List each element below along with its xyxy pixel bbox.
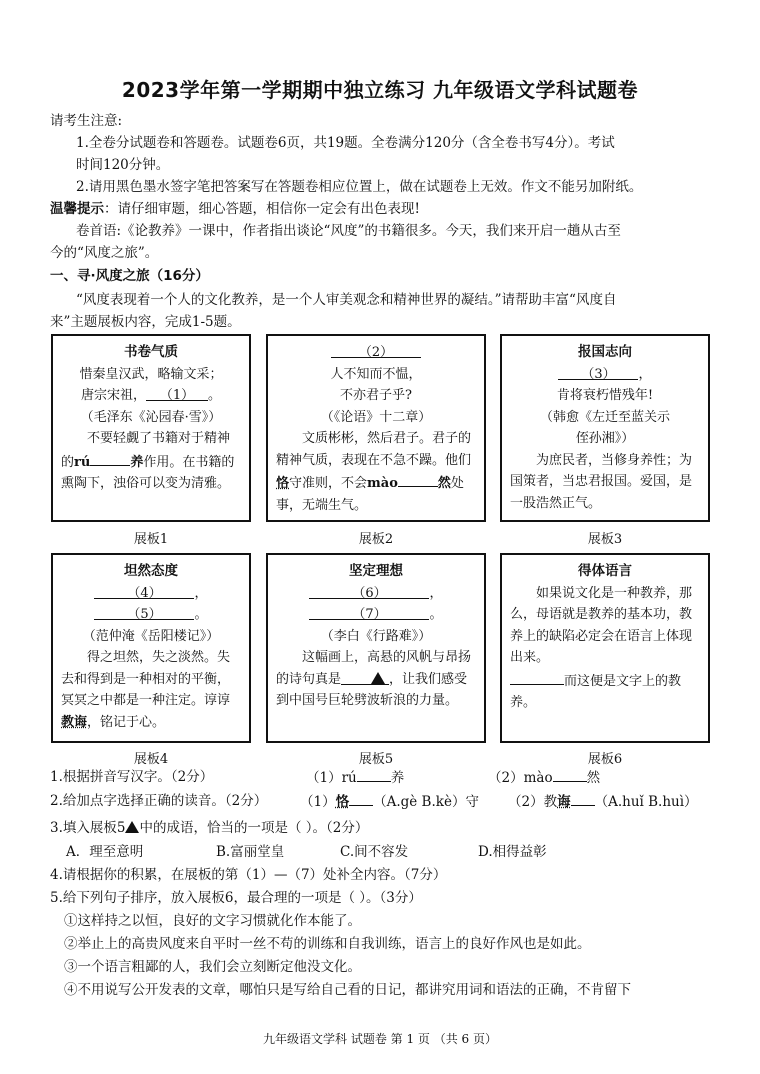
q3-option-a: A．理至意明: [66, 844, 144, 860]
blank-5: （5）: [94, 604, 194, 620]
question-2: 2.给加点字选择正确的读音。（2分）: [50, 793, 268, 809]
poem-source: （《论语》十二章）: [320, 409, 432, 425]
blank-triangle: [341, 669, 389, 685]
board-paragraph: 为庶民者，当修身养性；为国策者，当忠君报国。爱国，是一股浩然正气。: [510, 452, 693, 511]
board-6-caption: 展板6: [587, 752, 623, 767]
q3-option-b: B.富丽堂皇: [216, 844, 285, 860]
question-2b: （2）教诲 （A.huǐ B.huì）: [508, 790, 698, 813]
board-paragraph: 得之坦然，失之淡然。失去和得到是一种相对的平衡，冥冥之中都是一种注定。谆谆教诲，铭记于心。: [61, 650, 231, 730]
sentence-4: ④不用说写公开发表的文章，哪怕只是写给自己看的日记，都讲究用词和语法的正确，不肯留下: [64, 982, 631, 998]
blank-6: （6）: [309, 583, 429, 599]
notice-head: 请考生注意:: [50, 113, 123, 129]
answer-blank: [553, 766, 587, 782]
board-6: [500, 553, 710, 743]
blank-3: （3）: [558, 364, 638, 380]
board-5: [266, 553, 486, 743]
q3-option-c: C.间不容发: [340, 844, 409, 860]
board-title: 坦然态度: [124, 563, 178, 579]
poem-line: （3） ，: [510, 364, 700, 386]
poem-line: （7） 。: [276, 604, 476, 626]
section-heading: 一、寻·风度之旅（16分）: [50, 268, 209, 284]
board-title: 得体语言: [578, 563, 632, 579]
question-2a: （1）恪 （A.gè B.kè）守: [300, 790, 479, 813]
q3-option-d: D.相得益彰: [478, 844, 547, 860]
page-footer: 九年级语文学科 试题卷 第 1 页 （共 6 页）: [263, 1032, 497, 1046]
board-title: 坚定理想: [349, 563, 403, 579]
poem-source-cont: 侄孙湘》）: [575, 431, 635, 446]
poem-line: 人不知而不愠，: [330, 366, 422, 382]
board-5-caption: 展板5: [358, 752, 394, 767]
exam-title: 2023学年第一学期期中独立练习 九年级语文学科试题卷: [121, 78, 639, 102]
poem-line: [276, 342, 476, 364]
board-4-caption: 展板4: [133, 752, 169, 767]
sentence-3: ③一个语言粗鄙的人，我们会立刻断定他没文化。: [64, 959, 361, 975]
triangle-icon: [125, 821, 139, 833]
tip-line: [50, 198, 420, 220]
poem-source: （李白《行路难》）: [320, 628, 432, 644]
poem-line: 惜秦皇汉武，略输文采；: [79, 366, 223, 382]
notice-item1: 1.全卷分试题卷和答题卷。试题卷6页，共19题。全卷满分120分（含全卷书写4分）。考试: [76, 135, 615, 151]
poem-line: 唐宗宋祖， （1） 。: [61, 385, 241, 407]
sentence-2: ②举止上的高贵风度来自平时一丝不苟的训练和自我训练，语言上的良好作风也是如此。: [64, 936, 591, 952]
board-1: [51, 334, 251, 522]
blank-pinyin: [90, 450, 130, 466]
board-3: [500, 334, 710, 522]
question-1: 1.根据拼音写汉字。（2分）: [50, 769, 214, 785]
tip-label: 温馨提示: [50, 201, 104, 217]
board-paragraph: 文质彬彬，然后君子。君子的精神气质，表现在不急不躁。他们恪守准则，不会mào 然处事，无端生气。: [276, 431, 472, 513]
section-desc2: 来”主题展板内容，完成1-5题。: [50, 314, 241, 330]
intro-line1: 卷首语:《论教养》一课中，作者指出谈论“风度”的书籍很多。今天，我们来开启一趟从古至: [76, 223, 621, 239]
board-title: 报国志向: [578, 344, 632, 360]
blank-pinyin: [398, 471, 438, 487]
board-title: 书卷气质: [124, 344, 178, 360]
question-5: 5.给下列句子排序，放入展板6，最合理的一项是（ ）。（3分）: [50, 890, 422, 906]
poem-line: 不亦君子乎?: [340, 388, 412, 403]
blank-2: （2）: [331, 342, 421, 358]
board-4: [51, 553, 251, 743]
sentence-1: ①这样持之以恒，良好的文字习惯就化作本能了。: [64, 913, 361, 929]
section-desc1: “风度表现着一个人的文化教养，是一个人审美观念和精神世界的凝结。”请帮助丰富“风度自: [76, 292, 617, 308]
question-1a: （1）rú 养: [306, 766, 404, 789]
board-paragraph: 这幅画上，高悬的风帆与昂扬的诗句真是 ，让我们感受到中国号巨轮劈波斩浪的力量。: [276, 650, 472, 708]
answer-blank: [571, 790, 595, 806]
tip-text: ：请仔细审题，细心答题，相信你一定会有出色表现!: [104, 201, 420, 217]
answer-blank: [349, 790, 373, 806]
answer-blank: [357, 766, 391, 782]
poem-line: 肯将衰朽惜残年!: [556, 388, 654, 403]
blank-sentences: [510, 669, 564, 685]
blank-7: （7）: [309, 604, 429, 620]
poem-line: （5） 。: [61, 604, 241, 626]
poem-source: （毛泽东《沁园春·雪》）: [80, 409, 222, 425]
intro-line2: 今的“风度之旅”。: [50, 245, 159, 261]
question-4: 4.请根据你的积累，在展板的第（1）—（7）处补全内容。（7分）: [50, 867, 447, 883]
board-paragraph: 如果说文化是一种教养，那么，母语就是教养的基本功，教养上的缺陷必定会在语言上体现出来。: [510, 585, 693, 665]
poem-source: （韩愈《左迁至蓝关示: [539, 409, 670, 425]
blank-1: （1）: [146, 385, 208, 401]
notice-item2: 2.请用黑色墨水签字笔把答案写在答题卷相应位置上，做在试题卷上无效。作文不能另加附纸。: [76, 179, 643, 195]
poem-line: （4） ，: [61, 583, 241, 605]
notice-item1-cont: 时间120分钟。: [76, 157, 170, 173]
board-2-caption: 展板2: [358, 532, 394, 547]
question-1b: （2）mào 然: [488, 766, 600, 789]
board-1-caption: 展板1: [133, 532, 169, 547]
board-paragraph: 而这便是文字上的教养。: [510, 669, 700, 714]
blank-4: （4）: [94, 583, 194, 599]
board-3-caption: 展板3: [587, 532, 623, 547]
poem-line: （6） ，: [276, 583, 476, 605]
board-2: [266, 334, 486, 522]
question-3: 3.填入展板5 中的成语，恰当的一项是（ ）。（2分）: [50, 820, 369, 836]
triangle-icon: [371, 672, 385, 684]
board-paragraph: 不要轻觑了书籍对于精神的rú 养作用。在书籍的熏陶下，浊俗可以变为清雅。: [61, 431, 235, 491]
poem-source: （范仲淹《岳阳楼记》）: [82, 628, 220, 644]
